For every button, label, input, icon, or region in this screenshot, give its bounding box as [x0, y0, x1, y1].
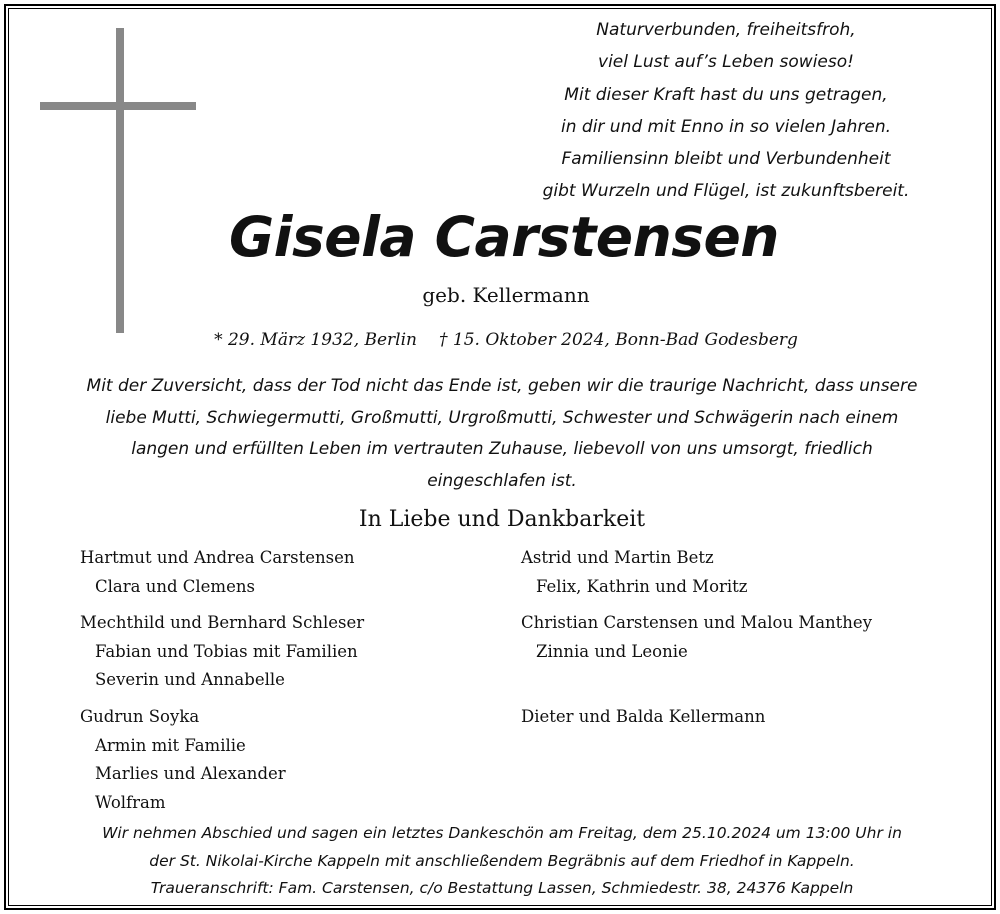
cross-icon-vertical-bar — [116, 28, 124, 333]
announcement-line: Mit der Zuversicht, dass der Tod nicht das Ende ist, geben wir die traurige Nachricht, dass unsere — [86, 376, 918, 396]
poem — [516, 14, 936, 208]
family-member: Dieter und Balda Kellermann — [521, 707, 766, 726]
poem-line: Naturverbunden, freiheitsfroh, — [596, 20, 856, 40]
family-group — [521, 544, 748, 601]
love-heading: In Liebe und Dankbarkeit — [358, 507, 646, 532]
family-sub-member: Marlies und Alexander — [95, 764, 286, 783]
family-sub-member: Wolfram — [95, 792, 166, 812]
family-group — [80, 703, 286, 817]
poem-line: gibt Wurzeln und Flügel, ist zukunftsbereit. — [542, 181, 910, 202]
death-date: † 15. Oktober 2024, Bonn-Bad Godesberg — [439, 330, 798, 350]
family-group — [521, 609, 872, 666]
family-group — [80, 544, 355, 601]
family-sub-member: Felix, Kathrin und Moritz — [536, 576, 748, 596]
poem-line: Mit dieser Kraft hast du uns getragen, — [564, 84, 888, 105]
farewell-line: der St. Nikolai-Kirche Kappeln mit anschließendem Begräbnis auf dem Friedhof in Kappeln. — [149, 851, 855, 870]
announcement-line: langen und erfüllten Leben im vertrauten Zuhause, liebevoll von uns umsorgt, friedlich — [131, 439, 873, 459]
family-sub-member: Armin mit Familie — [95, 735, 246, 755]
family-group — [521, 703, 765, 732]
family-member: Astrid und Martin Betz — [521, 548, 714, 567]
farewell-line: Wir nehmen Abschied und sagen ein letztes Dankeschön am Freitag, dem 25.10.2024 um 13:00 Uhr in — [102, 824, 902, 842]
cross-icon-horizontal-bar — [40, 102, 196, 110]
maiden-name: geb. Kellermann — [422, 283, 590, 307]
family-member: Mechthild und Bernhard Schleser — [80, 613, 365, 632]
family-group — [80, 609, 364, 695]
birth-date: * 29. März 1932, Berlin — [214, 330, 418, 350]
obituary-notice — [4, 4, 996, 910]
announcement-line: eingeschlafen ist. — [427, 470, 577, 491]
family-sub-member: Zinnia und Leonie — [536, 641, 688, 661]
poem-line: Familiensinn bleibt und Verbundenheit — [561, 149, 891, 170]
family-sub-member: Severin und Annabelle — [95, 670, 285, 689]
family-sub-member: Fabian und Tobias mit Familien — [95, 641, 358, 661]
announcement — [24, 371, 980, 497]
poem-line: in dir und mit Enno in so vielen Jahren. — [561, 116, 891, 137]
mourning-address: Traueranschrift: Fam. Carstensen, c/o Bestattung Lassen, Schmiedestr. 38, 24376 Kappeln — [150, 879, 854, 897]
family-member: Gudrun Soyka — [80, 707, 200, 726]
deceased-name: Gisela Carstensen — [229, 205, 779, 269]
family-member: Christian Carstensen und Malou Manthey — [521, 613, 873, 632]
poem-line: viel Lust auf’s Leben sowieso! — [598, 52, 854, 73]
funeral-information — [24, 820, 980, 903]
announcement-line: liebe Mutti, Schwiegermutti, Großmutti, Urgroßmutti, Schwester und Schwägerin nach einem — [105, 407, 899, 428]
life-dates — [166, 327, 846, 353]
family-sub-member: Clara und Clemens — [95, 576, 255, 596]
family-member: Hartmut und Andrea Carstensen — [80, 548, 355, 567]
